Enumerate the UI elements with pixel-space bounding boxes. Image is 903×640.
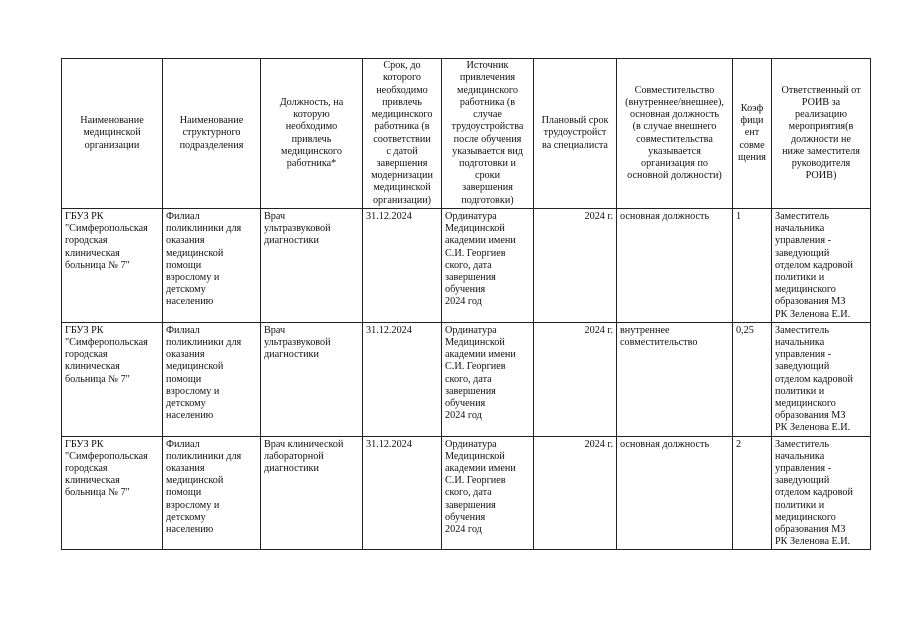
cell-subdivision: Филиал поликлиники для оказания медицинской помощи взрослому и детскому населению (163, 436, 261, 550)
col-header-coefficient: Коэф фици ент совме щения (733, 59, 772, 209)
cell-deadline: 31.12.2024 (363, 436, 442, 550)
cell-organization: ГБУЗ РК "Симферопольская городская клиническая больница № 7" (62, 209, 163, 323)
staffing-table (61, 58, 871, 550)
cell-subdivision: Филиал поликлиники для оказания медицинской помощи взрослому и детскому населению (163, 209, 261, 323)
col-header-source: Источник привлечения медицинского работника (в случае трудоустройства после обучения указывается вид подготовки и сроки завершения подготовки) (442, 59, 534, 209)
table-row (62, 209, 871, 323)
cell-position: Врач ультразвуковой диагностики (261, 209, 363, 323)
cell-source: Ординатура Медицинской академии имени С.И. Георгиев ского, дата завершения обучения 2024 год (442, 322, 534, 436)
cell-deadline: 31.12.2024 (363, 209, 442, 323)
cell-position: Врач ультразвуковой диагностики (261, 322, 363, 436)
col-header-deadline: Срок, до которого необходимо привлечь медицинского работника (в соответствии с датой завершения модернизации медицинской организации) (363, 59, 442, 209)
col-header-responsible: Ответственный от РОИВ за реализацию мероприятия(в должности не ниже заместителя руководителя РОИВ) (772, 59, 871, 209)
table-body (62, 209, 871, 550)
cell-planned-date: 2024 г. (534, 436, 617, 550)
header-row (62, 59, 871, 209)
cell-combination: основная должность (617, 209, 733, 323)
cell-position: Врач клинической лабораторной диагностики (261, 436, 363, 550)
cell-organization: ГБУЗ РК "Симферопольская городская клиническая больница № 7" (62, 436, 163, 550)
col-header-position: Должность, на которую необходимо привлечь медицинского работника* (261, 59, 363, 209)
cell-source: Ординатура Медицинской академии имени С.И. Георгиев ского, дата завершения обучения 2024 год (442, 436, 534, 550)
cell-coefficient: 2 (733, 436, 772, 550)
col-header-planned-date: Плановый срок трудоустройст ва специалиста (534, 59, 617, 209)
col-header-subdivision: Наименование структурного подразделения (163, 59, 261, 209)
cell-responsible: Заместитель начальника управления - заведующий отделом кадровой политики и медицинского образования МЗ РК Зеленова Е.И. (772, 322, 871, 436)
table-row (62, 322, 871, 436)
col-header-organization: Наименование медицинской организации (62, 59, 163, 209)
cell-combination: внутреннее совместительство (617, 322, 733, 436)
table-header (62, 59, 871, 209)
cell-coefficient: 0,25 (733, 322, 772, 436)
cell-responsible: Заместитель начальника управления - заведующий отделом кадровой политики и медицинского образования МЗ РК Зеленова Е.И. (772, 209, 871, 323)
table-row (62, 436, 871, 550)
cell-planned-date: 2024 г. (534, 322, 617, 436)
cell-deadline: 31.12.2024 (363, 322, 442, 436)
col-header-combination: Совместительство (внутреннее/внешнее), основная должность (в случае внешнего совместительства указывается организация по основной должности) (617, 59, 733, 209)
cell-responsible: Заместитель начальника управления - заведующий отделом кадровой политики и медицинского образования МЗ РК Зеленова Е.И. (772, 436, 871, 550)
cell-planned-date: 2024 г. (534, 209, 617, 323)
cell-source: Ординатура Медицинской академии имени С.И. Георгиев ского, дата завершения обучения 2024 год (442, 209, 534, 323)
cell-subdivision: Филиал поликлиники для оказания медицинской помощи взрослому и детскому населению (163, 322, 261, 436)
cell-combination: основная должность (617, 436, 733, 550)
cell-organization: ГБУЗ РК "Симферопольская городская клиническая больница № 7" (62, 322, 163, 436)
cell-coefficient: 1 (733, 209, 772, 323)
